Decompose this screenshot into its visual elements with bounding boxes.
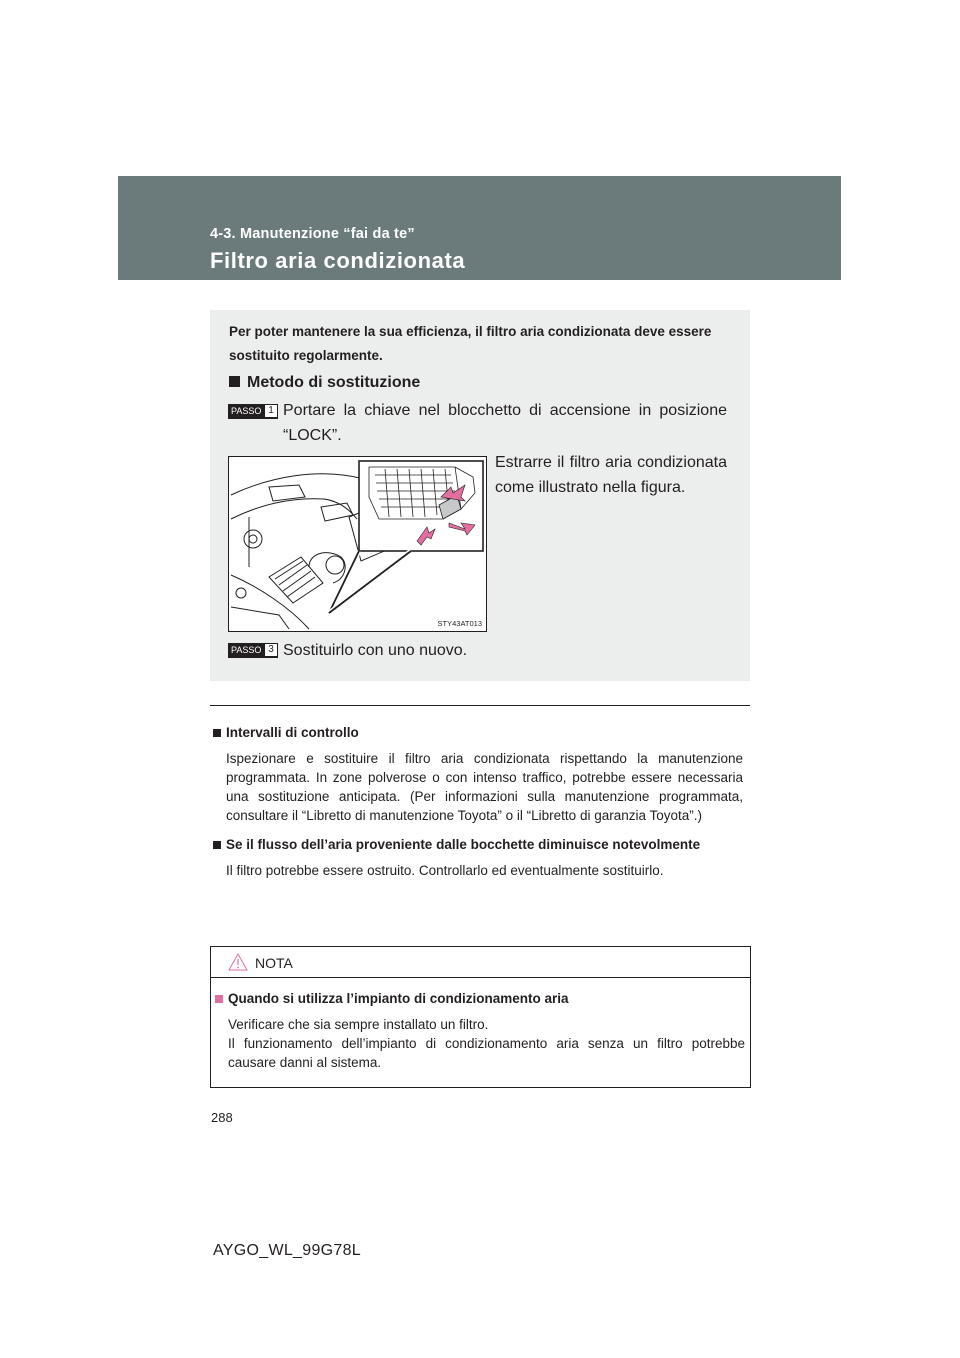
- figure-code: STY43AT013: [437, 619, 482, 628]
- step-word: PASSO: [231, 406, 262, 416]
- note-body: Ispezionare e sostituire il filtro aria condizionata rispettando la manutenzione programmata. In zone polverose o con intenso traffico, potrebbe essere necessaria una sostituzione anticipata. (Per informazioni sulla manutenzione programmata, consultare il “Libretto di manutenzione Toyota” o il “Libretto di garanzia Toyota”.): [226, 751, 743, 823]
- instructions-box: [210, 310, 750, 681]
- method-heading-label: Metodo di sostituzione: [247, 374, 421, 391]
- step-badge-3: [228, 643, 278, 658]
- notice-body: [228, 1015, 745, 1072]
- glovebox-figure: [228, 456, 487, 632]
- note-heading-label: Intervalli di controllo: [226, 725, 359, 740]
- step-badge-1: [228, 404, 278, 419]
- section-label: 4-3. Manutenzione “fai da te”: [210, 226, 415, 242]
- dashboard-illustration: [229, 457, 486, 631]
- notice-line-2: Il funzionamento dell’impianto di condizionamento aria senza un filtro potrebbe causare danni al sistema.: [228, 1036, 745, 1070]
- note-heading-label: Se il flusso dell’aria proveniente dalle bocchette diminuisce notevolmente: [226, 837, 701, 852]
- square-bullet-icon: [213, 729, 221, 737]
- notice-content: [215, 989, 745, 1082]
- step-number: 3: [265, 644, 277, 656]
- note-body: Il filtro potrebbe essere ostruito. Controllarlo ed eventualmente sostituirlo.: [226, 863, 664, 878]
- caution-triangle-icon: [228, 953, 248, 971]
- note-heading: [213, 723, 743, 742]
- notice-heading-label: Quando si utilizza l’impianto di condizionamento aria: [228, 991, 569, 1006]
- step-word: PASSO: [231, 645, 262, 655]
- note-heading: [213, 835, 743, 854]
- step-number: 1: [265, 405, 277, 417]
- page-number: 288: [211, 1110, 233, 1125]
- notice-line-1: Verificare che sia sempre installato un filtro.: [228, 1017, 489, 1032]
- notes-section: [213, 723, 743, 890]
- square-bullet-icon: [229, 376, 240, 387]
- header-band: [118, 176, 841, 280]
- notice-title: NOTA: [255, 955, 293, 971]
- page-title: Filtro aria condizionata: [210, 248, 466, 273]
- notice-heading: [215, 989, 745, 1008]
- step-3-text: Sostituirlo con uno nuovo.: [283, 642, 468, 659]
- divider: [210, 705, 750, 706]
- intro-text: Per poter mantenere la sua efficienza, il filtro aria condizionata deve essere sostituito regolarmente.: [229, 324, 712, 363]
- notice-header: [211, 947, 750, 978]
- step-1-text: Portare la chiave nel blocchetto di accensione in posizione “LOCK”.: [283, 402, 727, 444]
- notice-box: [210, 946, 751, 1088]
- step-2-text: Estrarre il filtro aria condizionata come illustrato nella figura.: [495, 454, 727, 496]
- method-heading: [229, 374, 420, 392]
- document-code: AYGO_WL_99G78L: [213, 1242, 361, 1259]
- square-bullet-icon: [215, 995, 223, 1003]
- square-bullet-icon: [213, 841, 221, 849]
